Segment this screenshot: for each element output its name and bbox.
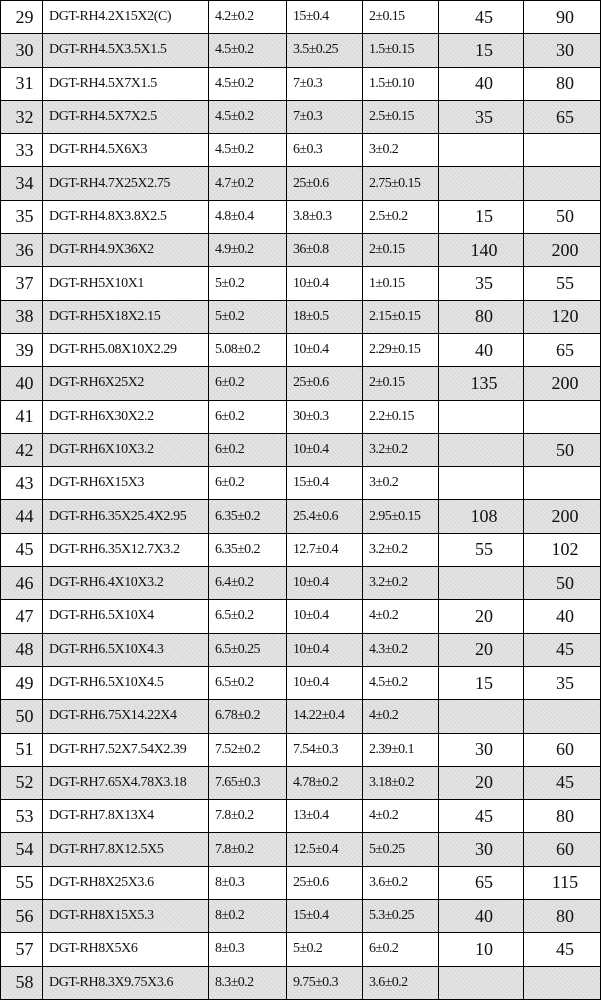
table-row [1,1,601,34]
row-number: 37 [1,267,43,300]
table-row [1,267,601,300]
dimension-3-cell: 2.39±0.1 [363,733,439,766]
value-2-cell [524,167,601,200]
row-number: 30 [1,34,43,67]
dimension-1-cell: 7.65±0.3 [209,766,287,799]
row-number: 43 [1,467,43,500]
model-cell: DGT-RH4.5X3.5X1.5 [43,34,209,67]
value-1-cell: 140 [439,234,524,267]
dimension-2-cell: 30±0.3 [287,400,363,433]
dimension-1-cell: 6.5±0.25 [209,633,287,666]
row-number: 31 [1,67,43,100]
row-number: 47 [1,600,43,633]
row-number: 58 [1,966,43,999]
value-1-cell: 30 [439,833,524,866]
value-2-cell [524,467,601,500]
dimension-1-cell: 6.78±0.2 [209,700,287,733]
dimension-2-cell: 9.75±0.3 [287,966,363,999]
model-cell: DGT-RH5.08X10X2.29 [43,333,209,366]
model-cell: DGT-RH6X25X2 [43,367,209,400]
dimension-2-cell: 10±0.4 [287,433,363,466]
table-row [1,367,601,400]
value-2-cell [524,400,601,433]
value-1-cell [439,167,524,200]
table-row [1,900,601,933]
value-1-cell: 65 [439,866,524,899]
dimension-1-cell: 7.8±0.2 [209,833,287,866]
value-2-cell [524,966,601,999]
dimension-2-cell: 7±0.3 [287,100,363,133]
value-2-cell: 45 [524,633,601,666]
dimension-3-cell: 2.5±0.15 [363,100,439,133]
dimension-2-cell: 10±0.4 [287,267,363,300]
model-cell: DGT-RH6X30X2.2 [43,400,209,433]
row-number: 34 [1,167,43,200]
value-1-cell: 20 [439,600,524,633]
model-cell: DGT-RH6.5X10X4.3 [43,633,209,666]
dimension-1-cell: 4.5±0.2 [209,34,287,67]
value-2-cell: 50 [524,200,601,233]
value-2-cell: 115 [524,866,601,899]
value-2-cell: 30 [524,34,601,67]
table-row [1,533,601,566]
dimension-2-cell: 10±0.4 [287,333,363,366]
value-1-cell: 40 [439,900,524,933]
dimension-2-cell: 25±0.6 [287,167,363,200]
value-1-cell [439,700,524,733]
value-2-cell: 200 [524,234,601,267]
row-number: 55 [1,866,43,899]
dimension-1-cell: 4.2±0.2 [209,1,287,34]
table-row [1,100,601,133]
table-row [1,67,601,100]
table-row [1,134,601,167]
table-row [1,467,601,500]
table-row [1,933,601,966]
dimension-3-cell: 1.5±0.15 [363,34,439,67]
dimension-2-cell: 36±0.8 [287,234,363,267]
dimension-3-cell: 2.2±0.15 [363,400,439,433]
dimension-2-cell: 3.8±0.3 [287,200,363,233]
value-1-cell: 45 [439,1,524,34]
dimension-3-cell: 1.5±0.10 [363,67,439,100]
dimension-3-cell: 2.5±0.2 [363,200,439,233]
table-row [1,633,601,666]
dimension-1-cell: 4.8±0.4 [209,200,287,233]
dimension-1-cell: 8±0.2 [209,900,287,933]
value-1-cell: 15 [439,666,524,699]
dimension-1-cell: 6.5±0.2 [209,666,287,699]
value-2-cell: 45 [524,933,601,966]
model-cell: DGT-RH7.52X7.54X2.39 [43,733,209,766]
model-cell: DGT-RH6.5X10X4.5 [43,666,209,699]
table-row [1,666,601,699]
dimension-2-cell: 6±0.3 [287,134,363,167]
dimension-3-cell: 4±0.2 [363,800,439,833]
row-number: 50 [1,700,43,733]
value-1-cell: 40 [439,333,524,366]
value-1-cell [439,433,524,466]
dimension-1-cell: 8.3±0.2 [209,966,287,999]
value-2-cell [524,134,601,167]
value-1-cell: 15 [439,34,524,67]
row-number: 46 [1,567,43,600]
dimension-3-cell: 4±0.2 [363,600,439,633]
model-cell: DGT-RH6X10X3.2 [43,433,209,466]
value-1-cell: 40 [439,67,524,100]
value-2-cell: 45 [524,766,601,799]
value-1-cell [439,467,524,500]
value-2-cell: 65 [524,333,601,366]
value-1-cell: 20 [439,766,524,799]
dimension-2-cell: 4.78±0.2 [287,766,363,799]
table-row [1,500,601,533]
model-cell: DGT-RH6X15X3 [43,467,209,500]
table-row [1,234,601,267]
row-number: 40 [1,367,43,400]
row-number: 35 [1,200,43,233]
dimension-1-cell: 4.7±0.2 [209,167,287,200]
value-2-cell: 90 [524,1,601,34]
model-cell: DGT-RH4.9X36X2 [43,234,209,267]
dimension-3-cell: 3±0.2 [363,467,439,500]
value-2-cell: 50 [524,433,601,466]
row-number: 48 [1,633,43,666]
row-number: 57 [1,933,43,966]
model-cell: DGT-RH4.2X15X2(C) [43,1,209,34]
value-1-cell: 20 [439,633,524,666]
value-2-cell: 80 [524,800,601,833]
model-cell: DGT-RH4.5X7X1.5 [43,67,209,100]
dimension-2-cell: 12.5±0.4 [287,833,363,866]
row-number: 49 [1,666,43,699]
model-cell: DGT-RH7.65X4.78X3.18 [43,766,209,799]
row-number: 45 [1,533,43,566]
table-row [1,733,601,766]
dimension-1-cell: 6±0.2 [209,400,287,433]
dimension-2-cell: 18±0.5 [287,300,363,333]
value-2-cell: 35 [524,666,601,699]
value-1-cell [439,966,524,999]
value-2-cell: 40 [524,600,601,633]
row-number: 41 [1,400,43,433]
table-row [1,800,601,833]
dimension-1-cell: 7.52±0.2 [209,733,287,766]
value-2-cell [524,700,601,733]
dimension-2-cell: 10±0.4 [287,666,363,699]
dimension-3-cell: 4.3±0.2 [363,633,439,666]
dimension-1-cell: 5±0.2 [209,300,287,333]
model-cell: DGT-RH6.35X25.4X2.95 [43,500,209,533]
table-row [1,966,601,999]
model-cell: DGT-RH7.8X13X4 [43,800,209,833]
dimension-3-cell: 2.29±0.15 [363,333,439,366]
row-number: 56 [1,900,43,933]
table-row [1,433,601,466]
model-cell: DGT-RH8X25X3.6 [43,866,209,899]
value-1-cell [439,400,524,433]
value-1-cell [439,134,524,167]
dimension-3-cell: 3.2±0.2 [363,533,439,566]
value-2-cell: 60 [524,833,601,866]
table-row [1,567,601,600]
dimension-2-cell: 10±0.4 [287,633,363,666]
dimension-3-cell: 2.75±0.15 [363,167,439,200]
dimension-3-cell: 3.6±0.2 [363,866,439,899]
dimension-3-cell: 3.2±0.2 [363,567,439,600]
table-row [1,866,601,899]
model-cell: DGT-RH6.75X14.22X4 [43,700,209,733]
row-number: 39 [1,333,43,366]
table-row [1,833,601,866]
table-row [1,200,601,233]
value-2-cell: 80 [524,900,601,933]
dimension-2-cell: 7.54±0.3 [287,733,363,766]
value-2-cell: 60 [524,733,601,766]
value-1-cell: 35 [439,267,524,300]
row-number: 52 [1,766,43,799]
table-row [1,167,601,200]
row-number: 44 [1,500,43,533]
row-number: 36 [1,234,43,267]
dimension-2-cell: 25±0.6 [287,367,363,400]
model-cell: DGT-RH5X10X1 [43,267,209,300]
model-cell: DGT-RH8X5X6 [43,933,209,966]
table-row [1,600,601,633]
value-1-cell [439,567,524,600]
dimension-2-cell: 10±0.4 [287,600,363,633]
model-cell: DGT-RH4.8X3.8X2.5 [43,200,209,233]
dimension-1-cell: 4.9±0.2 [209,234,287,267]
row-number: 33 [1,134,43,167]
table-row [1,400,601,433]
value-1-cell: 10 [439,933,524,966]
value-2-cell: 55 [524,267,601,300]
spec-table-body [1,1,601,1000]
model-cell: DGT-RH6.35X12.7X3.2 [43,533,209,566]
dimension-1-cell: 5±0.2 [209,267,287,300]
model-cell: DGT-RH8X15X5.3 [43,900,209,933]
dimension-2-cell: 13±0.4 [287,800,363,833]
dimension-3-cell: 2±0.15 [363,234,439,267]
dimension-1-cell: 6.5±0.2 [209,600,287,633]
value-2-cell: 102 [524,533,601,566]
dimension-1-cell: 4.5±0.2 [209,67,287,100]
dimension-1-cell: 8±0.3 [209,933,287,966]
dimension-3-cell: 3.2±0.2 [363,433,439,466]
dimension-3-cell: 2.95±0.15 [363,500,439,533]
row-number: 53 [1,800,43,833]
dimension-2-cell: 14.22±0.4 [287,700,363,733]
dimension-3-cell: 4.5±0.2 [363,666,439,699]
dimension-3-cell: 5.3±0.25 [363,900,439,933]
model-cell: DGT-RH7.8X12.5X5 [43,833,209,866]
dimension-3-cell: 6±0.2 [363,933,439,966]
dimension-2-cell: 25±0.6 [287,866,363,899]
dimension-2-cell: 15±0.4 [287,467,363,500]
value-1-cell: 135 [439,367,524,400]
row-number: 32 [1,100,43,133]
table-row [1,766,601,799]
dimension-3-cell: 2±0.15 [363,367,439,400]
value-2-cell: 120 [524,300,601,333]
dimension-2-cell: 7±0.3 [287,67,363,100]
row-number: 29 [1,1,43,34]
model-cell: DGT-RH5X18X2.15 [43,300,209,333]
dimension-1-cell: 6±0.2 [209,467,287,500]
value-1-cell: 45 [439,800,524,833]
dimension-1-cell: 8±0.3 [209,866,287,899]
value-1-cell: 15 [439,200,524,233]
model-cell: DGT-RH4.5X7X2.5 [43,100,209,133]
dimension-3-cell: 2±0.15 [363,1,439,34]
value-2-cell: 200 [524,500,601,533]
dimension-2-cell: 12.7±0.4 [287,533,363,566]
model-cell: DGT-RH6.5X10X4 [43,600,209,633]
dimension-1-cell: 4.5±0.2 [209,100,287,133]
dimension-1-cell: 6.4±0.2 [209,567,287,600]
dimension-3-cell: 3.18±0.2 [363,766,439,799]
row-number: 42 [1,433,43,466]
value-1-cell: 30 [439,733,524,766]
model-cell: DGT-RH4.5X6X3 [43,134,209,167]
dimension-3-cell: 4±0.2 [363,700,439,733]
value-1-cell: 35 [439,100,524,133]
value-1-cell: 108 [439,500,524,533]
value-2-cell: 65 [524,100,601,133]
dimension-1-cell: 4.5±0.2 [209,134,287,167]
model-cell: DGT-RH6.4X10X3.2 [43,567,209,600]
dimension-3-cell: 1±0.15 [363,267,439,300]
dimension-2-cell: 10±0.4 [287,567,363,600]
dimension-3-cell: 5±0.25 [363,833,439,866]
dimension-2-cell: 25.4±0.6 [287,500,363,533]
dimension-1-cell: 6±0.2 [209,367,287,400]
table-row [1,300,601,333]
row-number: 38 [1,300,43,333]
model-cell: DGT-RH4.7X25X2.75 [43,167,209,200]
value-2-cell: 50 [524,567,601,600]
value-2-cell: 200 [524,367,601,400]
model-cell: DGT-RH8.3X9.75X3.6 [43,966,209,999]
row-number: 54 [1,833,43,866]
dimension-2-cell: 5±0.2 [287,933,363,966]
dimension-3-cell: 3±0.2 [363,134,439,167]
dimension-2-cell: 3.5±0.25 [287,34,363,67]
table-row [1,700,601,733]
value-1-cell: 80 [439,300,524,333]
dimension-1-cell: 6±0.2 [209,433,287,466]
value-2-cell: 80 [524,67,601,100]
row-number: 51 [1,733,43,766]
dimension-2-cell: 15±0.4 [287,900,363,933]
dimension-1-cell: 6.35±0.2 [209,500,287,533]
table-row [1,34,601,67]
dimension-1-cell: 6.35±0.2 [209,533,287,566]
value-1-cell: 55 [439,533,524,566]
dimension-3-cell: 3.6±0.2 [363,966,439,999]
dimension-1-cell: 7.8±0.2 [209,800,287,833]
dimension-2-cell: 15±0.4 [287,1,363,34]
table-row [1,333,601,366]
dimension-3-cell: 2.15±0.15 [363,300,439,333]
dimension-1-cell: 5.08±0.2 [209,333,287,366]
